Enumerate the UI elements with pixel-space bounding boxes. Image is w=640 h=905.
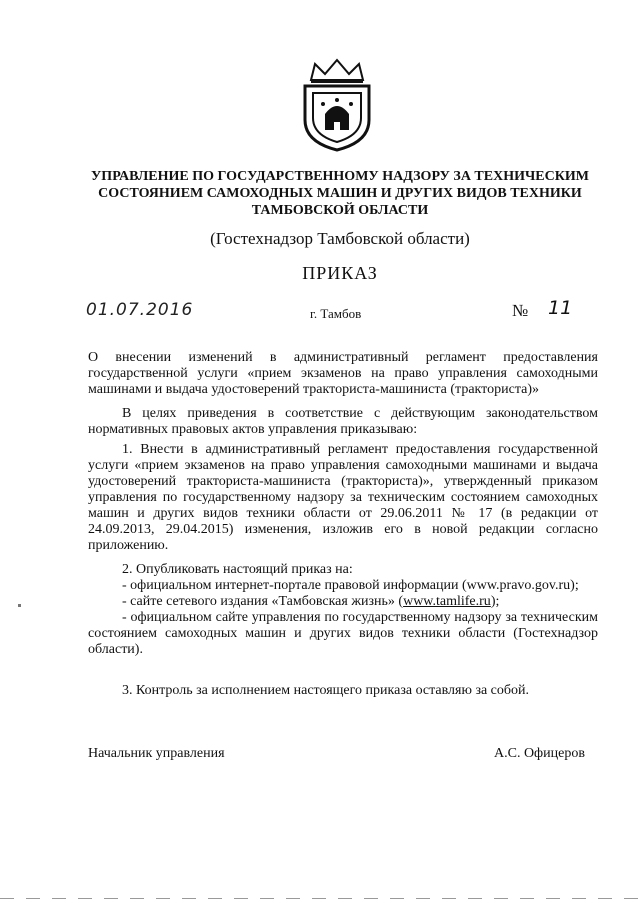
organization-short-name: (Гостехнадзор Тамбовской области) xyxy=(210,229,470,248)
scan-margin-mark xyxy=(18,604,21,607)
publication-target-2-prefix: - сайте сетевого издания «Тамбовская жизнь» ( xyxy=(122,594,404,609)
publication-target-2 xyxy=(88,594,598,610)
organization-title-line-2: СОСТОЯНИЕМ САМОХОДНЫХ МАШИН И ДРУГИХ ВИДОВ ТЕХНИКИ xyxy=(98,186,582,201)
order-preamble: В целях приведения в соответствие с действующим законодательством нормативных правовых актов управления приказываю: xyxy=(88,406,598,437)
organization-title-line-1: УПРАВЛЕНИЕ ПО ГОСУДАРСТВЕННОМУ НАДЗОРУ ЗА ТЕХНИЧЕСКИМ xyxy=(91,169,589,184)
order-item-1: 1. Внести в административный регламент предоставления государственной услуги «прием экзаменов на право управления самоходными машинами и выдача удостоверений тракториста-машиниста (тракториста)», утвержденный приказом управления по государственному надзору за техническим состоянием самоходных машин и других видов техники области от 29.06.2011 № 17 (в редакции от 24.09.2013, 29.04.2015) изменения, изложив его в новой редакции согласно приложению. xyxy=(88,442,598,553)
order-item-2-lead: 2. Опубликовать настоящий приказ на: xyxy=(122,562,353,577)
order-subject: О внесении изменений в административный регламент предоставления государственной услуги «прием экзаменов на право управления самоходными машинами и выдача удостоверений тракториста-машиниста (тракториста)» xyxy=(88,350,598,397)
signer-role: Начальник управления xyxy=(88,746,225,761)
coat-of-arms-icon xyxy=(297,58,377,153)
order-item-3: 3. Контроль за исполнением настоящего приказа оставляю за собой. xyxy=(122,683,530,698)
number-sign: № xyxy=(512,301,529,320)
tamlife-link[interactable]: www.tamlife.ru xyxy=(403,594,491,609)
scan-bottom-edge xyxy=(0,898,640,899)
document-type: ПРИКАЗ xyxy=(302,263,378,283)
publication-target-1: - официальном интернет-портале правовой информации (www.pravo.gov.ru); xyxy=(122,578,579,593)
publication-target-2-suffix: ); xyxy=(490,594,500,609)
organization-title xyxy=(80,168,600,219)
signer-name: А.С. Офицеров xyxy=(494,746,585,761)
document-date: 01.07.2016 xyxy=(86,300,194,320)
document-number: 11 xyxy=(548,297,573,319)
publication-target-3: - официальном сайте управления по государственному надзору за техническим состоянием самоходных машин и других видов техники области (Гостехнадзор области). xyxy=(88,610,598,657)
order-item-2 xyxy=(88,562,598,658)
organization-title-line-3: ТАМБОВСКОЙ ОБЛАСТИ xyxy=(251,203,429,218)
document-city: г. Тамбов xyxy=(310,306,362,321)
